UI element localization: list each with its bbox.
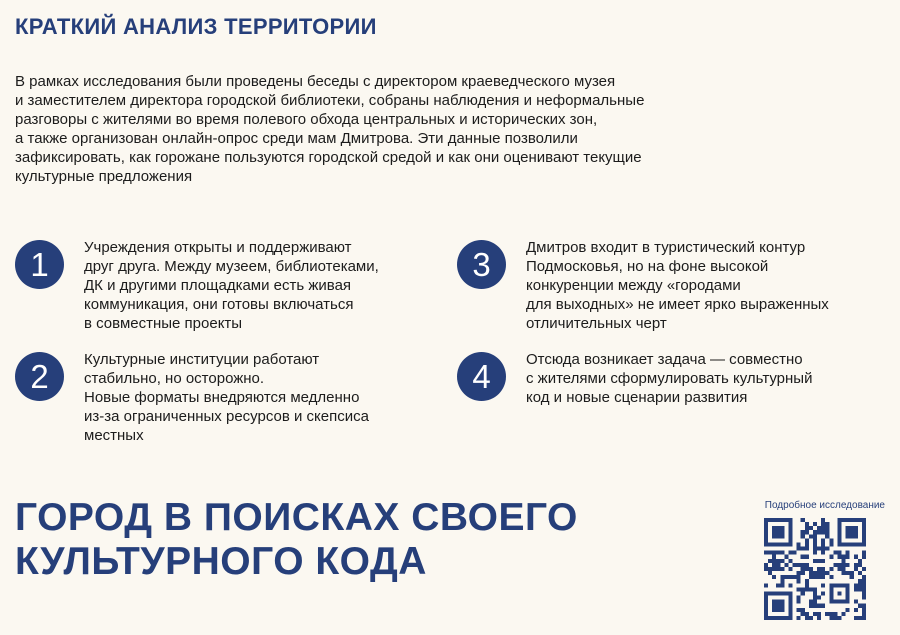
finding-item-1 — [15, 238, 379, 333]
finding-line: отличительных черт — [526, 315, 667, 332]
number-badge: 2 — [15, 352, 64, 401]
intro-line: В рамках исследования были проведены беседы с директором краеведческого музея — [15, 73, 616, 90]
intro-line: культурные предложения — [15, 168, 193, 185]
finding-line: друг друга. Между музеем, библиотеками, — [84, 258, 379, 275]
number-badge: 1 — [15, 240, 64, 289]
finding-item-4 — [457, 350, 812, 407]
finding-item-2 — [15, 350, 369, 445]
finding-line: для выходных» не имеет ярко выраженных — [526, 296, 829, 313]
finding-line: из-за ограниченных ресурсов и скепсиса — [84, 408, 369, 425]
intro-line: разговоры с жителями во время полевого обхода центральных и исторических зон, — [15, 111, 598, 128]
finding-line: коммуникация, они готовы включаться — [84, 296, 354, 313]
section-title: КРАТКИЙ АНАЛИЗ ТЕРРИТОРИИ — [15, 14, 377, 39]
intro-paragraph — [15, 72, 755, 186]
finding-line: Дмитров входит в туристический контур — [526, 239, 806, 256]
finding-line: Отсюда возникает задача — совместно — [526, 351, 803, 368]
qr-caption: Подробное исследование — [764, 500, 885, 511]
finding-line: стабильно, но осторожно. — [84, 370, 265, 387]
finding-text — [84, 350, 369, 445]
finding-line: в совместные проекты — [84, 315, 243, 332]
intro-line: и заместителем директора городской библиотеки, собраны наблюдения и неформальные — [15, 92, 645, 109]
finding-text — [526, 238, 829, 333]
headline-line: ГОРОД В ПОИСКАХ СВОЕГО — [15, 496, 578, 539]
number-badge: 4 — [457, 352, 506, 401]
finding-line: конкуренции между «городами — [526, 277, 741, 294]
finding-line: Культурные институции работают — [84, 351, 320, 368]
qr-code-icon[interactable] — [764, 518, 866, 620]
headline — [15, 496, 578, 584]
finding-item-3 — [457, 238, 829, 333]
intro-line: а также организован онлайн-опрос среди мам Дмитрова. Эти данные позволили — [15, 130, 578, 147]
finding-line: ДК и другими площадками есть живая — [84, 277, 352, 294]
number-badge: 3 — [457, 240, 506, 289]
finding-line: Новые форматы внедряются медленно — [84, 389, 360, 406]
finding-line: код и новые сценарии развития — [526, 389, 748, 406]
finding-line: с жителями сформулировать культурный — [526, 370, 813, 387]
finding-line: местных — [84, 427, 144, 444]
headline-line: КУЛЬТУРНОГО КОДА — [15, 540, 427, 583]
finding-line: Учреждения открыты и поддерживают — [84, 239, 352, 256]
intro-line: зафиксировать, как горожане пользуются городской средой и как они оценивают текущие — [15, 149, 642, 166]
finding-text — [84, 238, 379, 333]
finding-line: Подмосковья, но на фоне высокой — [526, 258, 769, 275]
finding-text — [526, 350, 812, 407]
